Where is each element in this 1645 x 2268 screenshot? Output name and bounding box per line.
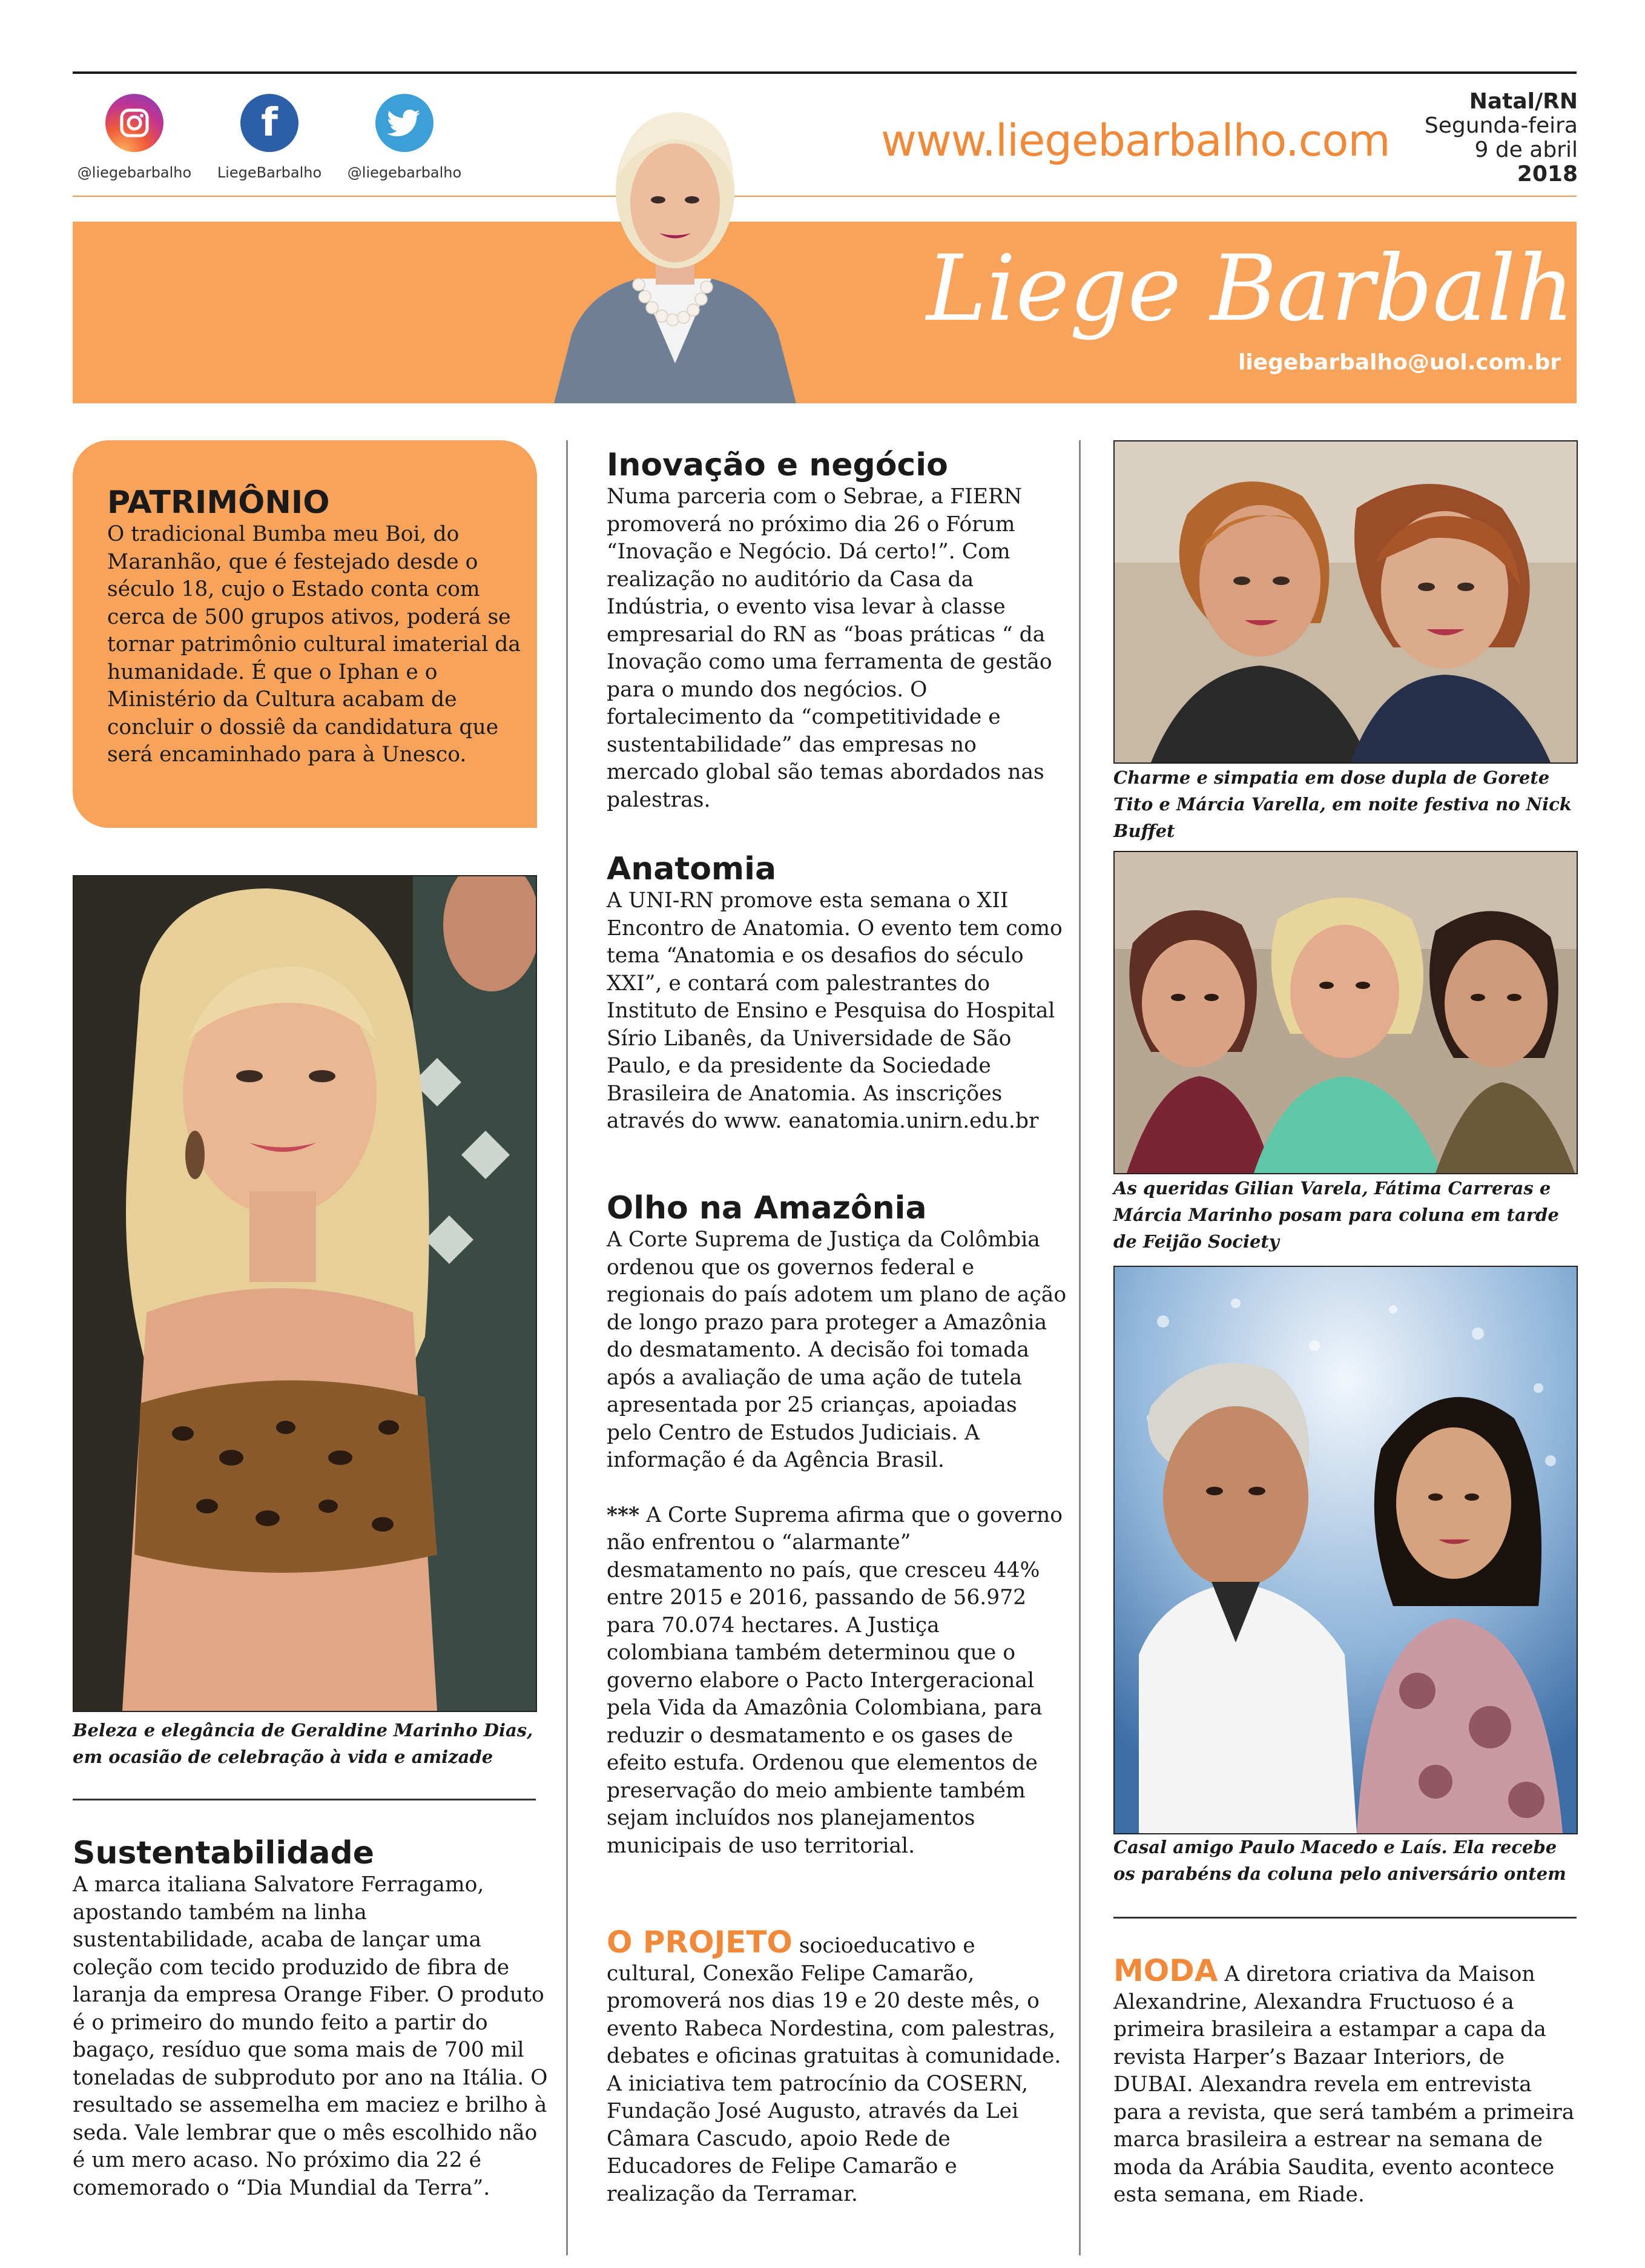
columnist-name: Liege Barbalho — [926, 236, 1629, 342]
projeto-text: socioeducativo e cultural, Conexão Felipe Camarão, promoverá nos dias 19 e 20 deste mês, o evento Rabeca Nordestina, com palestras, debates e oficinas gratuitas à comunidade. A iniciativa tem patrocínio da COSERN, Fundação José Augusto, através da Lei Câmara Cascudo, apoio Rede de Educadores de Felipe Camarão e realização da Terramar. — [607, 1934, 1061, 2206]
patrimonio-heading: PATRIMÔNIO — [107, 484, 330, 521]
patrimonio-text: O tradicional Bumba meu Boi, do Maranhão, que é festejado desde o século 18, cujo o Estado conta com cerca de 500 grupos ativos, poderá se tornar patrimônio cultural imaterial da humanidade. É que o Iphan e o Ministério da Cultura acabam de concluir o dossiê da candidatura que será encaminhado para à Unesco. — [107, 522, 521, 767]
inovacao-section — [607, 447, 1067, 814]
amazonia-marker: *** — [607, 1503, 640, 1527]
instagram-icon — [105, 94, 163, 152]
top-rule — [73, 71, 1577, 74]
moda-text: A diretora criativa da Maison Alexandrine, Alexandra Fructuoso é a primeira brasileira a estampar a capa da revista Harper’s Bazaar Interiors, de DUBAI. Alexandra revela em entrevista para a revista, que será também a primeira marca brasileira a estrear na semana de moda da Arábia Saudita, evento acontece esta semana, em Riade. — [1113, 1962, 1575, 2207]
col1-section-rule — [73, 1799, 536, 1800]
anatomia-section — [607, 851, 1067, 1136]
column-divider-1 — [566, 440, 568, 2255]
photo-gorete-marcia — [1113, 440, 1578, 764]
amazonia-text-1: A Corte Suprema de Justiça da Colômbia ordenou que os governos federal e regionais do país adotem um plano de ação de longo prazo para proteger a Amazônia do desmatamento. A decisão foi tomada após a avaliação de uma ação de tutela apresentada por 25 crianças, apoiadas pelo Centro de Estudos Judiciais. A informação é da Agência Brasil. — [607, 1228, 1067, 1472]
inovacao-heading: Inovação e negócio — [607, 447, 948, 483]
caption-geraldine: Beleza e elegância de Geraldine Marinho Dias, em ocasião de celebração à vida e amizade — [73, 1720, 533, 1767]
sustentabilidade-text: A marca italiana Salvatore Ferragamo, apostando também na linha sustentabilidade, acaba de lançar uma coleção com tecido produzido de fibra de laranja da empresa Orange Fiber. O produto é o primeiro do mundo feito a partir do bagaço, resíduo que soma mais de 700 mil toneladas de subproduto por ano na Itália. O resultado se assemelha em maciez e brilho à seda. Vale lembrar que o mês escolhido não é um mero acaso. No próximo dia 22 é comemorado o “Dia Mundial da Terra”. — [73, 1873, 548, 2200]
dateline-city: Natal/RN — [1469, 89, 1578, 114]
projeto-lead: O PROJETO — [607, 1925, 793, 1960]
dateline — [1393, 90, 1578, 187]
moda-section — [1113, 1953, 1580, 2209]
facebook-handle: LiegeBarbalho — [217, 164, 322, 181]
photo-gilian-fatima-marcia — [1113, 851, 1578, 1174]
anatomia-text: A UNI-RN promove esta semana o XII Encontro de Anatomia. O evento tem como tema “Anatomia e os desafios do século XXI”, e contará com palestrantes do Instituto de Ensino e Pesquisa do Hospital Sírio Libanês, da Universidade de São Paulo, e da presidente da Sociedade Brasileira de Anatomia. As inscrições através do www. eanatomia.unirn.edu.br — [607, 888, 1063, 1133]
amazonia-heading: Olho na Amazônia — [607, 1190, 927, 1226]
twitter-handle: @liegebarbalho — [347, 164, 462, 181]
social-twitter[interactable] — [344, 94, 465, 181]
columnist-portrait — [548, 79, 802, 403]
projeto-section — [607, 1925, 1067, 2208]
patrimonio-section — [107, 484, 525, 769]
caption-paulo-lais: Casal amigo Paulo Macedo e Laís. Ela recebe os parabéns da coluna pelo aniversário ontem — [1113, 1837, 1566, 1884]
moda-lead: MODA — [1113, 1953, 1218, 1988]
amazonia-text-2-body: A Corte Suprema afirma que o governo não enfrentou o “alarmante” desmatamento no país, que cresceu 44% entre 2015 e 2016, passando de 56.972 para 70.074 hectares. A Justiça colombiana também determinou que o governo elabore o Pacto Intergeracional pela Vida da Amazônia Colombiana, para reduzir o desmatamento e os gases de efeito estufa. Ordenou que elementos de preservação do meio ambiente também sejam incluídos nos planejamentos municipais de uso territorial. — [607, 1503, 1063, 1858]
dateline-year: 2018 — [1517, 162, 1578, 187]
column-divider-2 — [1079, 440, 1081, 2255]
amazonia-text-2 — [607, 1502, 1067, 1860]
twitter-icon — [375, 94, 434, 152]
columnist-email[interactable]: liegebarbalho@uol.com.br — [1238, 350, 1561, 375]
caption-gilian-fatima-marcia: As queridas Gilian Varela, Fátima Carreras e Márcia Marinho posam para coluna em tarde de Feijão Society — [1113, 1178, 1559, 1252]
photo-paulo-lais — [1113, 1266, 1578, 1834]
dateline-date: 9 de abril — [1474, 137, 1578, 162]
inovacao-text: Numa parceria com o Sebrae, a FIERN promoverá no próximo dia 26 o Fórum “Inovação e Negócio. Dá certo!”. Com realização no auditório da Casa da Indústria, o evento visa levar à classe empresarial do RN as “boas práticas “ da Inovação como uma ferramenta de gestão para o mundo dos negócios. O fortalecimento da “competitividade e sustentabilidade” das empresas no mercado global são temas abordados nas palestras. — [607, 484, 1052, 812]
header-thin-rule — [73, 196, 1577, 197]
anatomia-heading: Anatomia — [607, 851, 777, 887]
sustentabilidade-section — [73, 1835, 551, 2202]
amazonia-section — [607, 1190, 1067, 1860]
instagram-handle: @liegebarbalho — [77, 164, 192, 181]
col3-section-rule — [1113, 1917, 1577, 1919]
social-facebook[interactable] — [209, 94, 330, 181]
caption-gorete-marcia: Charme e simpatia em dose dupla de Gorete Tito e Márcia Varella, em noite festiva no Nick Buffet — [1113, 767, 1572, 841]
social-instagram[interactable] — [74, 94, 195, 181]
dateline-weekday: Segunda-feira — [1424, 113, 1578, 138]
photo-geraldine — [73, 875, 537, 1712]
facebook-icon: f — [240, 94, 298, 152]
website-link[interactable]: www.liegebarbalho.com — [881, 115, 1390, 166]
sustentabilidade-heading: Sustentabilidade — [73, 1835, 375, 1871]
